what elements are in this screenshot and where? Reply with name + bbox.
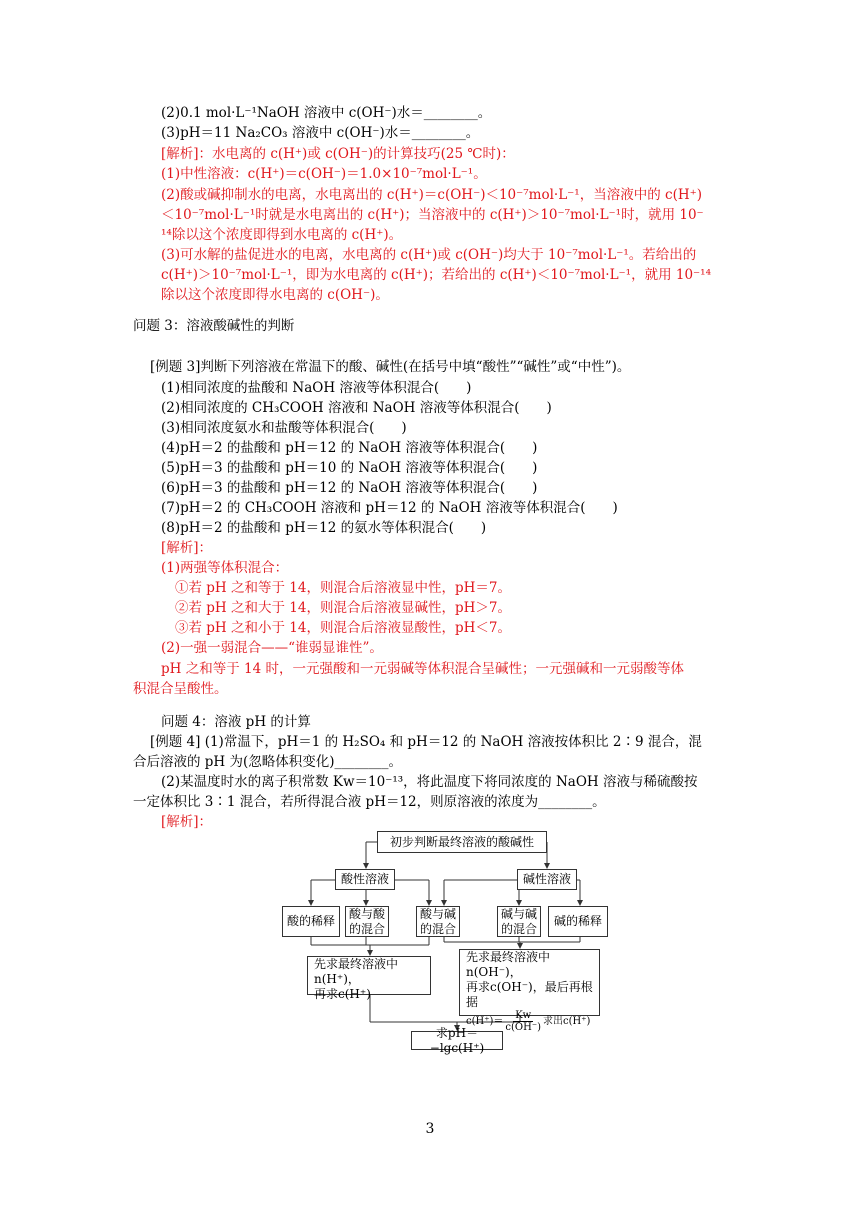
question-item: (7)pH＝2 的 CH₃COOH 溶液和 pH＝12 的 NaOH 溶液等体积混合( ): [161, 500, 618, 516]
question-item: (4)pH＝2 的盐酸和 pH＝12 的 NaOH 溶液等体积混合( ): [161, 440, 538, 456]
analysis-line: [解析]：: [161, 814, 213, 830]
flow-box-base-dilution: 碱的稀释: [548, 906, 608, 937]
question-item: 合后溶液的 pH 为(忽略体积变化)________。: [133, 754, 403, 770]
fraction-numerator: Kw: [515, 1010, 532, 1021]
flow-label: c(H⁺)＝: [466, 1016, 504, 1027]
section-heading: 问题 3：溶液酸碱性的判断: [133, 318, 295, 334]
analysis-line: [解析]：: [161, 540, 213, 556]
flow-label: 酸与碱: [419, 906, 456, 921]
flow-box-base-base-mix: [497, 906, 541, 937]
analysis-line: ＜10⁻⁷mol·L⁻¹时就是水电离出的 c(H⁺)；当溶液中的 c(H⁺)＞10⁻⁷mol·L⁻¹时，就用 10⁻: [161, 207, 704, 223]
flow-box-acid-acid-mix: [345, 906, 389, 937]
flow-label: 碱与碱: [500, 906, 537, 921]
flow-box-basic-solution: 碱性溶液: [517, 869, 577, 890]
kw-fraction: [505, 1010, 541, 1033]
analysis-line: (2)一强一弱混合——“谁弱显谁性”。: [161, 640, 383, 656]
flow-label: 酸与酸: [348, 906, 385, 921]
flow-box-initial-judgment: 初步判断最终溶液的酸碱性: [377, 831, 547, 853]
question-item: (6)pH＝3 的盐酸和 pH＝12 的 NaOH 溶液等体积混合( ): [161, 480, 538, 496]
question-item: (2)某温度时水的离子积常数 Kw＝10⁻¹³，将此温度下将同浓度的 NaOH 溶液与稀硫酸按: [161, 774, 698, 790]
example-title: [例题 3]判断下列溶液在常温下的酸、碱性(在括号中填“酸性”“碱性”或“中性”)。: [150, 359, 631, 375]
flow-label: 先求最终溶液中n(OH⁻)，: [466, 950, 551, 979]
text-line: (2)0.1 mol·L⁻¹NaOH 溶液中 c(OH⁻)水＝________。: [161, 105, 492, 121]
flow-box-right-calculation: [459, 949, 600, 1033]
flow-box-acid-dilution: 酸的稀释: [282, 906, 340, 937]
question-item: (5)pH＝3 的盐酸和 pH＝10 的 NaOH 溶液等体积混合( ): [161, 460, 538, 476]
flow-label: 的混合: [419, 921, 456, 936]
flow-label: 再求c(OH⁻)，最后再根据: [466, 980, 593, 1009]
flow-label: 的混合: [348, 921, 385, 936]
analysis-line: ②若 pH 之和大于 14，则混合后溶液显碱性，pH＞7。: [175, 600, 511, 616]
analysis-line: ¹⁴除以这个浓度即得到水电离的 c(H⁺)。: [161, 227, 403, 243]
analysis-line: 积混合呈酸性。: [133, 681, 228, 697]
analysis-line: (1)两强等体积混合：: [161, 560, 289, 576]
analysis-line: ③若 pH 之和小于 14，则混合后溶液显酸性，pH＜7。: [175, 620, 511, 636]
text-line: (3)pH＝11 Na₂CO₃ 溶液中 c(OH⁻)水＝________。: [161, 125, 480, 141]
analysis-line: 除以这个浓度即得水电离的 c(OH⁻)。: [161, 287, 389, 303]
flow-label: 先求最终溶液中n(H⁺)，: [314, 957, 399, 986]
analysis-line: (1)中性溶液：c(H⁺)＝c(OH⁻)＝1.0×10⁻⁷mol·L⁻¹。: [161, 166, 487, 182]
question-item: (1)相同浓度的盐酸和 NaOH 溶液等体积混合( ): [161, 380, 472, 396]
flow-label: 的混合: [500, 921, 537, 936]
question-item: (2)相同浓度的 CH₃COOH 溶液和 NaOH 溶液等体积混合( ): [161, 400, 552, 416]
flow-box-acid-base-mix: [416, 906, 460, 937]
page-number: 3: [425, 1121, 435, 1137]
analysis-line: ①若 pH 之和等于 14，则混合后溶液显中性，pH＝7。: [175, 580, 511, 596]
analysis-line: [解析]：水电离的 c(H⁺)或 c(OH⁻)的计算技巧(25 ℃时)：: [161, 146, 515, 162]
example-title: [例题 4] (1)常温下，pH＝1 的 H₂SO₄ 和 pH＝12 的 NaOH 溶液按体积比 2∶9 混合，混: [150, 734, 702, 750]
question-item: (3)相同浓度氨水和盐酸等体积混合( ): [161, 420, 407, 436]
flow-label: 求出c(H⁺): [543, 1016, 591, 1027]
flow-box-final-ph: 求pH＝−lgc(H⁺): [411, 1031, 503, 1050]
question-item: (8)pH＝2 的盐酸和 pH＝12 的氨水等体积混合( ): [161, 520, 487, 536]
question-item: 一定体积比 3∶1 混合，若所得混合液 pH＝12，则原溶液的浓度为________。: [133, 794, 606, 810]
section-heading: 问题 4：溶液 pH 的计算: [161, 714, 311, 730]
analysis-line: (2)酸或碱抑制水的电离，水电离出的 c(H⁺)＝c(OH⁻)＜10⁻⁷mol·L⁻¹，当溶液中的 c(H⁺): [161, 187, 703, 203]
analysis-line: (3)可水解的盐促进水的电离，水电离的 c(H⁺)或 c(OH⁻)均大于 10⁻⁷mol·L⁻¹。若给出的: [161, 247, 697, 263]
flow-box-acidic-solution: 酸性溶液: [335, 869, 395, 890]
flow-label: 再求c(H⁺): [314, 987, 371, 1001]
analysis-line: c(H⁺)＞10⁻⁷mol·L⁻¹，即为水电离的 c(H⁺)；若给出的 c(H⁺)＜10⁻⁷mol·L⁻¹，就用 10⁻¹⁴: [161, 267, 711, 283]
fraction-denominator: c(OH⁻): [505, 1022, 542, 1033]
analysis-line: pH 之和等于 14 时，一元强酸和一元弱碱等体积混合呈碱性；一元强碱和一元弱酸等体: [161, 661, 684, 677]
flow-box-left-calculation: [307, 956, 431, 1001]
